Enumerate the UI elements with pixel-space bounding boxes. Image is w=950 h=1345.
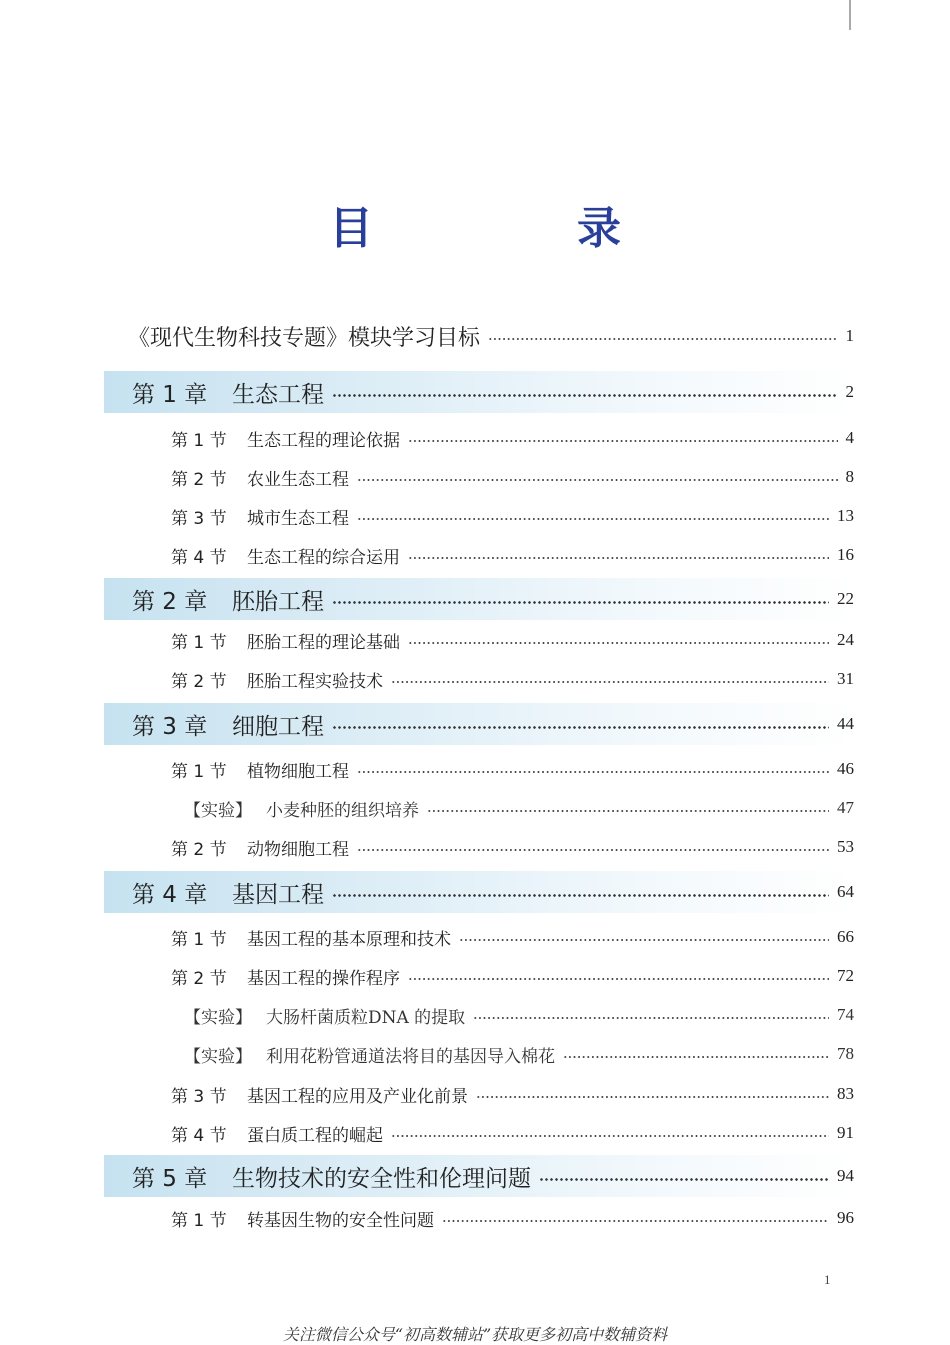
page-number: 64 [837,882,854,901]
dot-leader [357,518,829,520]
section-title: 蛋白质工程的崛起 [247,1125,383,1146]
experiment-title: 小麦种胚的组织培养 [266,800,419,821]
dot-leader [488,338,837,340]
chapter-number: 第 1 章 [132,381,208,408]
section-number: 第 4 节 [171,547,227,568]
page-number: 4 [845,428,854,447]
toc-section[interactable] [171,1118,854,1148]
toc-experiment[interactable] [184,1039,854,1069]
chapter-title: 基因工程 [232,881,324,908]
toc-chapter-1[interactable] [104,371,854,413]
page-number: 74 [837,1005,854,1024]
section-title: 动物细胞工程 [247,839,349,860]
dot-leader [357,771,829,773]
dot-leader [391,1135,829,1137]
experiment-tag: 【实验】 [184,1007,252,1028]
section-number: 第 1 节 [171,1210,227,1231]
section-number: 第 2 节 [171,968,227,989]
section-number: 第 3 节 [171,1086,227,1107]
dot-leader [427,810,829,812]
page-number: 22 [837,589,854,608]
page-number: 96 [837,1208,854,1227]
dot-leader [408,557,829,559]
section-title: 城市生态工程 [247,508,349,529]
section-number: 第 3 节 [171,508,227,529]
dot-leader [332,894,829,897]
page-number: 46 [837,759,854,778]
crop-mark [849,0,851,30]
section-title: 基因工程的应用及产业化前景 [247,1086,468,1107]
page-folio: 1 [824,1272,831,1287]
chapter-title: 细胞工程 [232,713,324,740]
section-title: 生态工程的综合运用 [247,547,400,568]
experiment-tag: 【实验】 [184,1046,252,1067]
dot-leader [357,479,838,481]
toc-section[interactable] [171,922,854,952]
toc-chapter-4[interactable] [104,871,854,913]
toc-section[interactable] [171,1203,854,1233]
chapter-number: 第 3 章 [132,713,208,740]
dot-leader [539,1178,829,1181]
chapter-title: 胚胎工程 [232,588,324,615]
dot-leader [473,1017,829,1019]
dot-leader [357,849,829,851]
toc-chapter-2[interactable] [104,578,854,620]
page-number: 31 [837,669,854,688]
section-number: 第 4 节 [171,1125,227,1146]
page-number: 78 [837,1044,854,1063]
section-number: 第 2 节 [171,671,227,692]
page-number: 16 [837,545,854,564]
toc-section[interactable] [171,501,854,531]
toc-section[interactable] [171,754,854,784]
chapter-title: 生物技术的安全性和伦理问题 [232,1165,531,1192]
experiment-tag: 【实验】 [184,800,252,821]
page-number: 8 [845,467,854,486]
section-title: 植物细胞工程 [247,761,349,782]
dot-leader [332,601,829,604]
page-title: 目 录 [329,203,701,254]
chapter-number: 第 2 章 [132,588,208,615]
dot-leader [332,394,838,397]
toc-section[interactable] [171,832,854,862]
page-number: 83 [837,1084,854,1103]
page-number: 53 [837,837,854,856]
toc-experiment[interactable] [184,793,854,823]
dot-leader [408,642,829,644]
page-number: 24 [837,630,854,649]
page-number: 72 [837,966,854,985]
dot-leader [459,939,829,941]
experiment-title: 大肠杆菌质粒DNA 的提取 [266,1007,466,1028]
dot-leader [563,1056,829,1058]
page-number: 13 [837,506,854,525]
toc-entry-module[interactable] [128,316,854,356]
section-title: 胚胎工程的理论基础 [247,632,400,653]
section-number: 第 2 节 [171,469,227,490]
footer-note: 关注微信公众号“初高数辅站”获取更多初高中数辅资料 [282,1325,668,1344]
section-title: 基因工程的基本原理和技术 [247,929,451,950]
page-number: 66 [837,927,854,946]
section-number: 第 2 节 [171,839,227,860]
toc-section[interactable] [171,961,854,991]
chapter-title: 生态工程 [232,381,324,408]
section-title: 基因工程的操作程序 [247,968,400,989]
toc-section[interactable] [171,625,854,655]
page-number: 91 [837,1123,854,1142]
toc-section[interactable] [171,540,854,570]
dot-leader [391,681,829,683]
dot-leader [476,1096,829,1098]
section-number: 第 1 节 [171,430,227,451]
page-number: 44 [837,714,854,733]
section-title: 转基因生物的安全性问题 [247,1210,434,1231]
section-number: 第 1 节 [171,632,227,653]
section-title: 胚胎工程实验技术 [247,671,383,692]
section-number: 第 1 节 [171,761,227,782]
toc-chapter-5[interactable] [104,1155,854,1197]
dot-leader [408,978,829,980]
toc-section[interactable] [171,462,854,492]
chapter-number: 第 5 章 [132,1165,208,1192]
module-title: 《现代生物科技专题》模块学习目标 [128,325,481,351]
dot-leader [442,1220,829,1222]
section-title: 农业生态工程 [247,469,349,490]
page-number: 2 [845,382,854,401]
toc-section[interactable] [171,1079,854,1109]
dot-leader [332,726,829,729]
toc-section[interactable] [171,423,854,453]
toc-chapter-3[interactable] [104,703,854,745]
page-number: 1 [845,326,854,345]
experiment-title: 利用花粉管通道法将目的基因导入棉花 [266,1046,555,1067]
chapter-number: 第 4 章 [132,881,208,908]
toc-section[interactable] [171,664,854,694]
section-number: 第 1 节 [171,929,227,950]
section-title: 生态工程的理论依据 [247,430,400,451]
page-number: 94 [837,1166,854,1185]
toc-experiment[interactable] [184,1000,854,1030]
dot-leader [408,440,838,442]
page-number: 47 [837,798,854,817]
